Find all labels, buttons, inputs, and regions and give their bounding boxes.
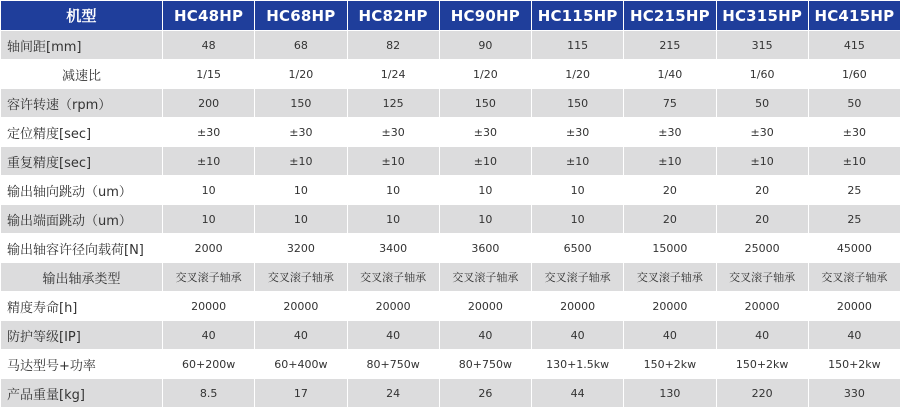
cell-value: 150+2kw — [716, 350, 808, 379]
cell-value: 44 — [532, 379, 624, 408]
cell-value: 60+400w — [255, 350, 347, 379]
cell-value: 40 — [624, 321, 716, 350]
cell-value: 82 — [347, 31, 439, 60]
table-row — [1, 292, 900, 321]
row-label: 精度寿命[h] — [1, 292, 163, 321]
cell-value: 20 — [716, 176, 808, 205]
table-row — [1, 31, 900, 60]
cell-value: 17 — [255, 379, 347, 408]
header-model: HC215HP — [624, 1, 716, 31]
cell-value: ±30 — [255, 118, 347, 147]
table-row — [1, 60, 900, 89]
cell-value: 1/15 — [163, 60, 255, 89]
cell-value: 10 — [439, 205, 531, 234]
cell-value: 交叉滚子轴承 — [716, 263, 808, 292]
cell-value: 150 — [255, 89, 347, 118]
cell-value: 20000 — [716, 292, 808, 321]
cell-value: ±30 — [532, 118, 624, 147]
cell-value: 1/40 — [624, 60, 716, 89]
cell-value: 80+750w — [439, 350, 531, 379]
cell-value: 10 — [163, 205, 255, 234]
cell-value: 20000 — [808, 292, 900, 321]
cell-value: 10 — [439, 176, 531, 205]
row-label: 输出轴承类型 — [1, 263, 163, 292]
row-label: 输出轴容许径向载荷[N] — [1, 234, 163, 263]
cell-value: ±10 — [532, 147, 624, 176]
cell-value: 40 — [163, 321, 255, 350]
row-label: 输出端面跳动（um） — [1, 205, 163, 234]
cell-value: 24 — [347, 379, 439, 408]
cell-value: 315 — [716, 31, 808, 60]
cell-value: 3200 — [255, 234, 347, 263]
cell-value: 50 — [716, 89, 808, 118]
row-label: 防护等级[IP] — [1, 321, 163, 350]
row-label: 减速比 — [1, 60, 163, 89]
table-row — [1, 321, 900, 350]
cell-value: 25 — [808, 176, 900, 205]
cell-value: 20 — [624, 205, 716, 234]
cell-value: 220 — [716, 379, 808, 408]
cell-value: 80+750w — [347, 350, 439, 379]
header-model: HC315HP — [716, 1, 808, 31]
table-row — [1, 379, 900, 408]
row-label: 马达型号+功率 — [1, 350, 163, 379]
cell-value: 40 — [255, 321, 347, 350]
cell-value: 150 — [439, 89, 531, 118]
table-row — [1, 89, 900, 118]
cell-value: 150+2kw — [808, 350, 900, 379]
row-label: 产品重量[kg] — [1, 379, 163, 408]
cell-value: 150 — [532, 89, 624, 118]
cell-value: 3600 — [439, 234, 531, 263]
header-model: HC82HP — [347, 1, 439, 31]
table-row — [1, 205, 900, 234]
cell-value: 40 — [716, 321, 808, 350]
cell-value: ±30 — [163, 118, 255, 147]
header-model: HC115HP — [532, 1, 624, 31]
cell-value: 75 — [624, 89, 716, 118]
cell-value: ±10 — [255, 147, 347, 176]
row-label: 定位精度[sec] — [1, 118, 163, 147]
cell-value: 1/20 — [439, 60, 531, 89]
cell-value: 50 — [808, 89, 900, 118]
header-label: 机型 — [1, 1, 163, 31]
cell-value: ±30 — [347, 118, 439, 147]
row-label: 输出轴向跳动（um） — [1, 176, 163, 205]
cell-value: ±10 — [624, 147, 716, 176]
cell-value: 40 — [808, 321, 900, 350]
cell-value: 20000 — [347, 292, 439, 321]
cell-value: 8.5 — [163, 379, 255, 408]
table-body — [1, 31, 900, 408]
cell-value: 200 — [163, 89, 255, 118]
cell-value: 115 — [532, 31, 624, 60]
cell-value: 130+1.5kw — [532, 350, 624, 379]
cell-value: 25 — [808, 205, 900, 234]
cell-value: 26 — [439, 379, 531, 408]
cell-value: ±10 — [439, 147, 531, 176]
cell-value: 15000 — [624, 234, 716, 263]
cell-value: 交叉滚子轴承 — [347, 263, 439, 292]
cell-value: 215 — [624, 31, 716, 60]
cell-value: 150+2kw — [624, 350, 716, 379]
header-model: HC90HP — [439, 1, 531, 31]
cell-value: 20000 — [255, 292, 347, 321]
table-row — [1, 350, 900, 379]
cell-value: 1/24 — [347, 60, 439, 89]
cell-value: 10 — [347, 205, 439, 234]
cell-value: ±30 — [808, 118, 900, 147]
cell-value: 40 — [532, 321, 624, 350]
cell-value: 10 — [255, 205, 347, 234]
cell-value: ±30 — [439, 118, 531, 147]
cell-value: 68 — [255, 31, 347, 60]
cell-value: ±10 — [808, 147, 900, 176]
cell-value: 10 — [255, 176, 347, 205]
cell-value: 交叉滚子轴承 — [808, 263, 900, 292]
row-label: 轴间距[mm] — [1, 31, 163, 60]
cell-value: 20000 — [532, 292, 624, 321]
cell-value: ±10 — [163, 147, 255, 176]
cell-value: 40 — [347, 321, 439, 350]
cell-value: 交叉滚子轴承 — [624, 263, 716, 292]
cell-value: 10 — [163, 176, 255, 205]
cell-value: 6500 — [532, 234, 624, 263]
cell-value: 1/60 — [808, 60, 900, 89]
cell-value: 125 — [347, 89, 439, 118]
row-label: 重复精度[sec] — [1, 147, 163, 176]
cell-value: 20 — [716, 205, 808, 234]
header-model: HC68HP — [255, 1, 347, 31]
header-row — [1, 1, 900, 31]
cell-value: 交叉滚子轴承 — [255, 263, 347, 292]
cell-value: 2000 — [163, 234, 255, 263]
header-model: HC48HP — [163, 1, 255, 31]
cell-value: ±30 — [624, 118, 716, 147]
table-row — [1, 176, 900, 205]
table-row — [1, 234, 900, 263]
cell-value: 60+200w — [163, 350, 255, 379]
cell-value: ±30 — [716, 118, 808, 147]
cell-value: 1/60 — [716, 60, 808, 89]
cell-value: 10 — [347, 176, 439, 205]
table-row — [1, 147, 900, 176]
cell-value: 45000 — [808, 234, 900, 263]
cell-value: 20000 — [163, 292, 255, 321]
cell-value: 20000 — [439, 292, 531, 321]
cell-value: 1/20 — [255, 60, 347, 89]
cell-value: 90 — [439, 31, 531, 60]
table-row — [1, 263, 900, 292]
cell-value: 1/20 — [532, 60, 624, 89]
cell-value: ±10 — [347, 147, 439, 176]
cell-value: 25000 — [716, 234, 808, 263]
cell-value: 10 — [532, 176, 624, 205]
cell-value: 20 — [624, 176, 716, 205]
cell-value: ±10 — [716, 147, 808, 176]
header-model: HC415HP — [808, 1, 900, 31]
row-label: 容许转速（rpm） — [1, 89, 163, 118]
cell-value: 330 — [808, 379, 900, 408]
cell-value: 130 — [624, 379, 716, 408]
cell-value: 3400 — [347, 234, 439, 263]
cell-value: 交叉滚子轴承 — [439, 263, 531, 292]
cell-value: 40 — [439, 321, 531, 350]
cell-value: 415 — [808, 31, 900, 60]
cell-value: 交叉滚子轴承 — [532, 263, 624, 292]
cell-value: 48 — [163, 31, 255, 60]
cell-value: 10 — [532, 205, 624, 234]
cell-value: 交叉滚子轴承 — [163, 263, 255, 292]
cell-value: 20000 — [624, 292, 716, 321]
table-row — [1, 118, 900, 147]
